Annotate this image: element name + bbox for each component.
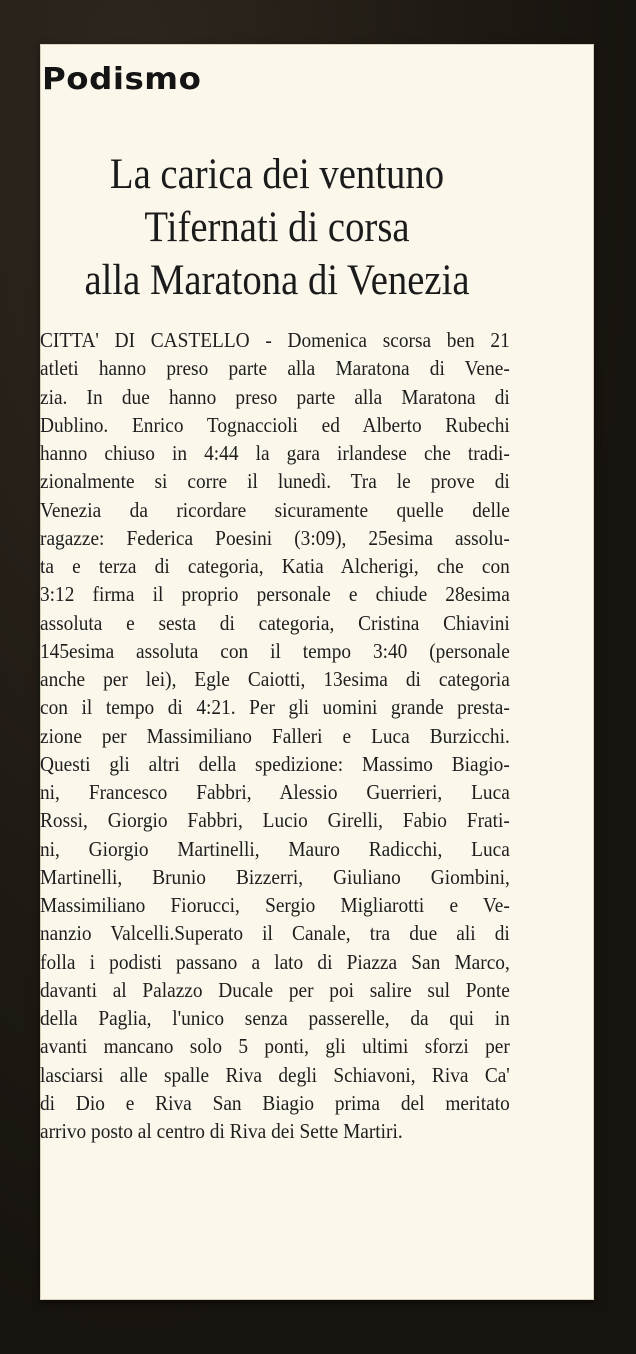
article-line: folla i podisti passano a lato di Piazza San Marco,: [40, 949, 510, 974]
article-line: ragazze: Federica Poesini (3:09), 25esima assolu-: [40, 525, 510, 550]
article-line: atleti hanno preso parte alla Maratona di Vene-: [40, 356, 510, 381]
article-line: zia. In due hanno preso parte alla Maratona di: [40, 384, 510, 409]
article-line: hanno chiuso in 4:44 la gara irlandese che tradi-: [40, 441, 510, 465]
article-line: anche per lei), Egle Caiotti, 13esima di categoria: [40, 667, 510, 691]
article-line: nanzio Valcelli.Superato il Canale, tra due ali di: [40, 921, 510, 946]
article-line: lasciarsi alle spalle Riva degli Schiavoni, Riva Ca': [40, 1062, 510, 1087]
article-line: di Dio e Riva San Biagio prima del meritato: [40, 1090, 510, 1115]
article-line: avanti mancano solo 5 ponti, gli ultimi sforzi per: [40, 1034, 510, 1059]
article-line: ni, Giorgio Martinelli, Mauro Radicchi, Luca: [40, 836, 510, 861]
article-line: con il tempo di 4:21. Per gli uomini grande presta-: [40, 695, 510, 720]
article-line: Dublino. Enrico Tognaccioli ed Alberto Rubechi: [40, 412, 510, 437]
article-line: 145esima assoluta con il tempo 3:40 (personale: [40, 638, 510, 663]
headline-line: La carica dei ventuno: [109, 151, 445, 198]
article-line: arrivo posto al centro di Riva dei Sette Martiri.: [40, 1119, 403, 1143]
article-line: della Paglia, l'unico senza passerelle, da qui in: [40, 1006, 510, 1030]
article-line: Questi gli altri della spedizione: Massimo Biagio-: [40, 751, 510, 776]
article-line: Massimiliano Fiorucci, Sergio Migliarotti e Ve-: [40, 893, 510, 917]
article-line: ni, Francesco Fabbri, Alessio Guerrieri, Luca: [40, 780, 510, 804]
article-body: [40, 326, 510, 1145]
headline: [46, 148, 509, 307]
headline-line: alla Maratona di Venezia: [84, 257, 470, 304]
article-line: Martinelli, Brunio Bizzerri, Giuliano Giombini,: [40, 864, 510, 889]
article-line: davanti al Palazzo Ducale per poi salire sul Ponte: [40, 977, 510, 1002]
article-line: ta e terza di categoria, Katia Alcherigi, che con: [40, 554, 510, 578]
article-line: Rossi, Giorgio Fabbri, Lucio Girelli, Fabio Frati-: [40, 808, 510, 833]
article-line: 3:12 firma il proprio personale e chiude 28esima: [40, 582, 510, 607]
headline-line: Tifernati di corsa: [144, 204, 410, 251]
article-line: zione per Massimiliano Falleri e Luca Burzicchi.: [40, 723, 510, 748]
article-line: CITTA' DI CASTELLO - Domenica scorsa ben 21: [40, 328, 510, 352]
article-line: assoluta e sesta di categoria, Cristina Chiavini: [40, 610, 510, 635]
article-line: zionalmente si corre il lunedì. Tra le prove di: [40, 469, 510, 494]
section-label: Podismo: [42, 62, 202, 97]
article-line: Venezia da ricordare sicuramente quelle delle: [40, 497, 510, 522]
